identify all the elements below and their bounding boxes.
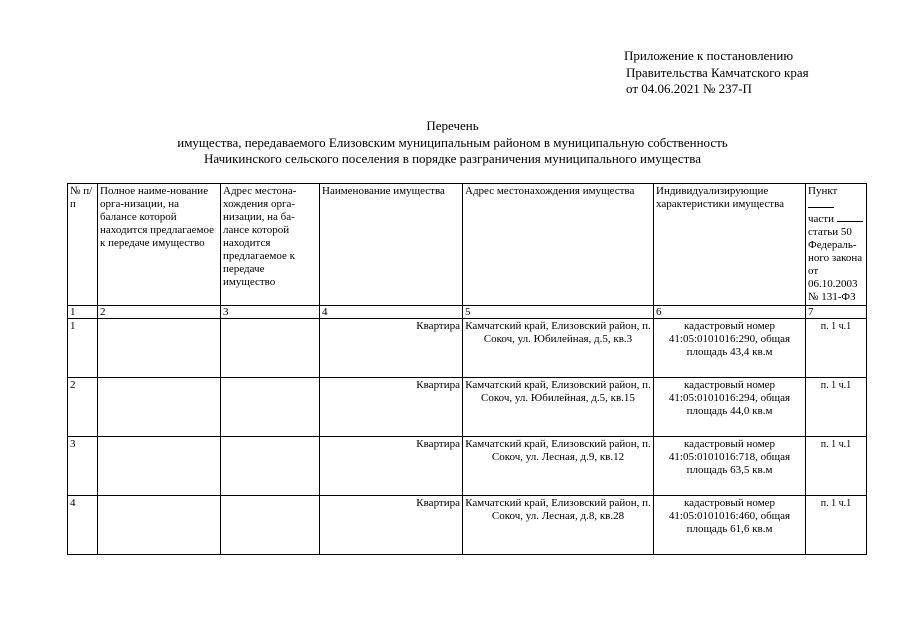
row-property-address: Камчатский край, Елизовский район, п. Сокоч, ул. Юбилейная, д.5, кв.15 [463, 378, 654, 437]
row-number: 2 [68, 378, 98, 437]
row-legal-point: п. 1 ч.1 [806, 378, 867, 437]
header-cell-number: № п/п [68, 184, 98, 306]
column-number: 3 [221, 306, 320, 319]
row-legal-point: п. 1 ч.1 [806, 496, 867, 555]
document-title: Перечень [426, 118, 479, 133]
row-organization-address [221, 378, 320, 437]
header-cell-property-name: Наименование имущества [320, 184, 463, 306]
row-property-name: Квартира [320, 319, 463, 378]
header-part-word: части [808, 213, 834, 225]
blank-underline [837, 212, 863, 222]
table-row [68, 496, 867, 555]
row-property-name: Квартира [320, 437, 463, 496]
approval-line: Правительства Камчатского края [626, 64, 809, 80]
row-number: 3 [68, 437, 98, 496]
header-cell-legal-point [806, 184, 867, 306]
column-number: 2 [98, 306, 221, 319]
document-heading [0, 118, 905, 168]
row-characteristics: кадастровый номер 41:05:0101016:290, общая площадь 43,4 кв.м [654, 319, 806, 378]
blank-underline [808, 198, 834, 208]
column-number: 1 [68, 306, 98, 319]
table-row [68, 378, 867, 437]
row-organization [98, 319, 221, 378]
row-property-address: Камчатский край, Елизовский район, п. Сокоч, ул. Юбилейная, д.5, кв.3 [463, 319, 654, 378]
row-property-name: Квартира [320, 378, 463, 437]
row-number: 1 [68, 319, 98, 378]
property-table [67, 183, 867, 555]
row-property-address: Камчатский край, Елизовский район, п. Сокоч, ул. Лесная, д.9, кв.12 [463, 437, 654, 496]
approval-line: от 04.06.2021 № 237-П [626, 81, 752, 96]
row-property-address: Камчатский край, Елизовский район, п. Сокоч, ул. Лесная, д.8, кв.28 [463, 496, 654, 555]
header-cell-organization: Полное наиме-нование орга-низации, на балансе которой находится предлагаемое к передаче имущество [98, 184, 221, 306]
row-characteristics: кадастровый номер 41:05:0101016:460, общая площадь 61,6 кв.м [654, 496, 806, 555]
table-header-row [68, 184, 867, 306]
row-number: 4 [68, 496, 98, 555]
approval-stamp [624, 48, 809, 98]
row-legal-point: п. 1 ч.1 [806, 437, 867, 496]
row-organization-address [221, 496, 320, 555]
row-characteristics: кадастровый номер 41:05:0101016:718, общая площадь 63,5 кв.м [654, 437, 806, 496]
column-number: 4 [320, 306, 463, 319]
row-organization [98, 437, 221, 496]
row-organization-address [221, 437, 320, 496]
column-number: 7 [806, 306, 867, 319]
header-article-text: статьи 50 Федераль-ного закона от 06.10.2003 № 131-ФЗ [808, 226, 863, 303]
column-number: 5 [463, 306, 654, 319]
row-property-name: Квартира [320, 496, 463, 555]
header-cell-property-address: Адрес местонахождения имущества [463, 184, 654, 306]
header-cell-characteristics: Индивидуализирующие характеристики имущества [654, 184, 806, 306]
row-organization-address [221, 319, 320, 378]
document-subtitle: имущества, передаваемого Елизовским муниципальным районом в муниципальную собственность [177, 134, 728, 150]
document-subtitle: Начикинского сельского поселения в порядке разграничения муниципального имущества [203, 151, 702, 166]
table-row [68, 319, 867, 378]
approval-line: Приложение к постановлению [624, 48, 794, 63]
column-number-row [68, 306, 867, 319]
row-characteristics: кадастровый номер 41:05:0101016:294, общая площадь 44,0 кв.м [654, 378, 806, 437]
row-organization [98, 496, 221, 555]
header-point-word: Пункт [808, 185, 838, 197]
column-number: 6 [654, 306, 806, 319]
row-legal-point: п. 1 ч.1 [806, 319, 867, 378]
table-row [68, 437, 867, 496]
row-organization [98, 378, 221, 437]
header-cell-organization-address: Адрес местона-хождения орга-низации, на ба-лансе которой находится предлагаемое к передаче имущество [221, 184, 320, 306]
